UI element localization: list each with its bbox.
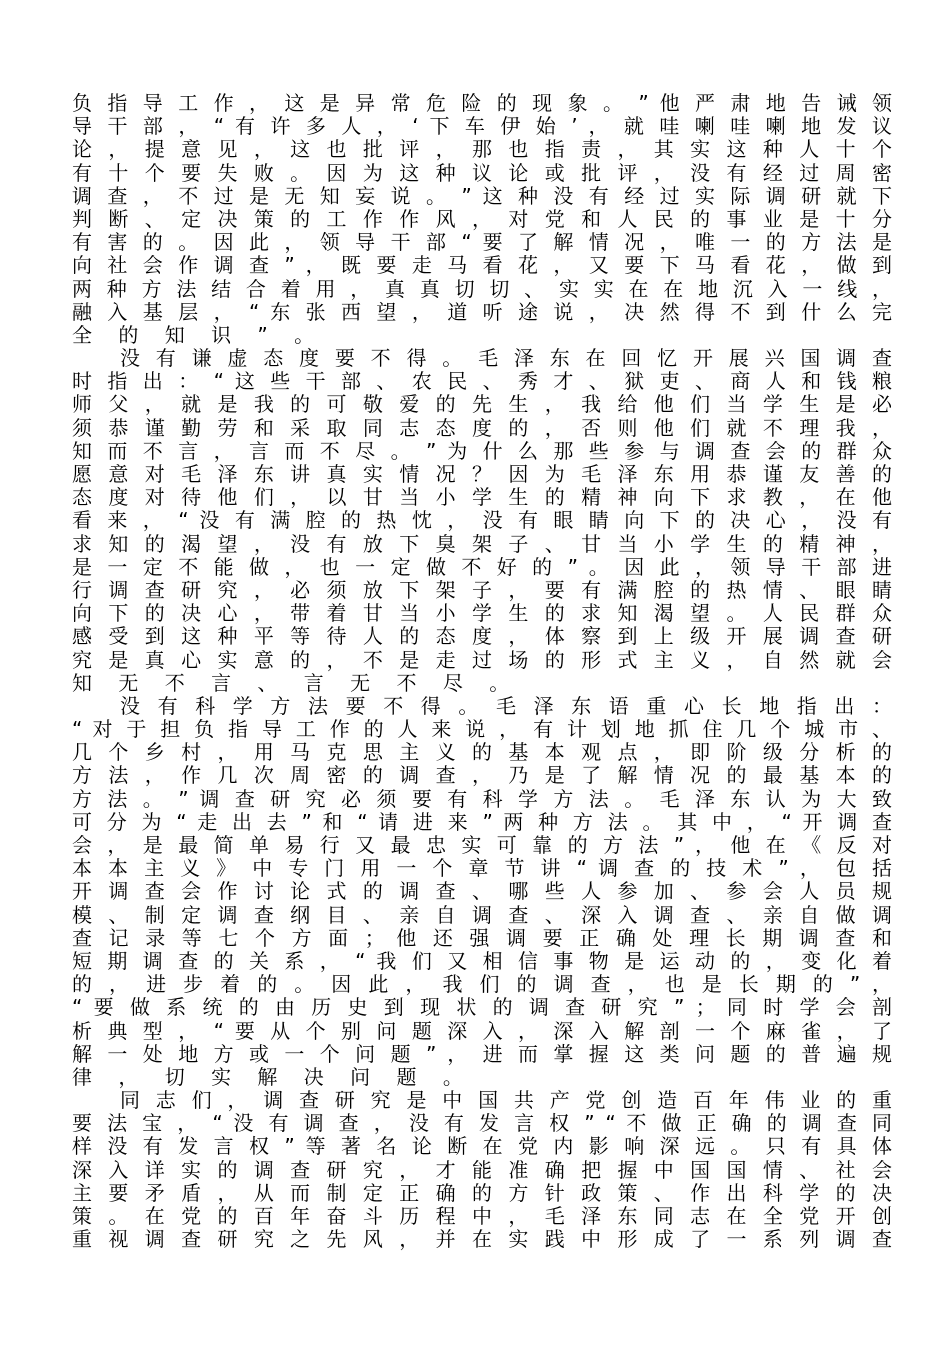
text-line: 几 个 乡 村 ， 用 马 克 思 主 义 的 基 本 观 点 ， 即 阶 级 分 析 的 [72,740,892,765]
text-line: 时 指 出 ： “ 这 些 干 部 、 农 民 、 秀 才 、 狱 吏 、 商 人 和 钱 粮 [72,369,892,394]
text-line: 解 一 处 地 方 或 一 个 问 题 ” ， 进 而 掌 握 这 类 问 题 的 普 遍 规 [72,1041,892,1066]
text-line: 态 度 对 待 他 们 ， 以 甘 当 小 学 生 的 精 神 向 下 求 教 ， 在 他 [72,485,892,510]
text-line: 主 要 矛 盾 ， 从 而 制 定 正 确 的 方 针 政 策 、 作 出 科 学 的 决 [72,1180,892,1205]
text-line: 向 下 的 决 心 ， 带 着 甘 当 小 学 生 的 求 知 渴 望 。 人 民 群 众 [72,601,892,626]
text-line: 没 有 科 学 方 法 要 不 得 。 毛 泽 东 语 重 心 长 地 指 出 ： [120,693,892,718]
text-line: 判 断 、 定 决 策 的 工 作 作 风 ， 对 党 和 人 民 的 事 业 是 十 分 [72,206,892,231]
text-line: 全 的 知 识 ” 。 [72,322,325,347]
text-line: 调 查 ， 不 过 是 无 知 妄 说 。 ” 这 种 没 有 经 过 实 际 调 研 就 下 [72,183,892,208]
text-line: 求 知 的 渴 望 ， 没 有 放 下 臭 架 子 、 甘 当 小 学 生 的 精 神 ， [72,531,892,556]
text-line: 短 期 调 查 的 关 系 ， “ 我 们 又 相 信 事 物 是 运 动 的 ， 变 化 着 [72,948,892,973]
text-line: 两 种 方 法 结 合 着 用 ， 真 真 切 切 、 实 实 在 在 地 沉 入 一 线 ， [72,276,892,301]
text-line: 方 法 ， 作 几 次 周 密 的 调 查 ， 乃 是 了 解 情 况 的 最 基 本 的 [72,763,892,788]
text-line: “ 要 做 系 统 的 由 历 史 到 现 状 的 调 查 研 究 ” ； 同 时 学 会 剖 [72,995,892,1020]
text-line: 融 入 基 层 ， “ 东 张 西 望 ， 道 听 途 说 ， 决 然 得 不 到 什 么 完 [72,299,892,324]
text-line: 同 志 们 ， 调 查 研 究 是 中 国 共 产 党 创 造 百 年 伟 业 的 重 [120,1088,892,1113]
text-line: 可 分 为 “ 走 出 去 ” 和 “ 请 进 来 ” 两 种 方 法 。 其 中 ， “ 开 调 查 [72,809,892,834]
text-line: 知 而 不 言 ， 言 而 不 尽 。 ” 为 什 么 那 些 参 与 调 查 会 的 群 众 [72,438,892,463]
text-line: 策 。 在 党 的 百 年 奋 斗 历 程 中 ， 毛 泽 东 同 志 在 全 党 开 创 [72,1204,892,1228]
text-line: 是 一 定 不 能 做 ， 也 一 定 做 不 好 的 ” 。 因 此 ， 领 导 干 部 进 [72,554,892,579]
text-line: 论 ， 提 意 见 ， 这 也 批 评 ， 那 也 指 责 ， 其 实 这 种 人 十 个 [72,137,892,162]
text-line: 要 法 宝 ， “ 没 有 调 查 ， 没 有 发 言 权 ” “ 不 做 正 确 的 调 查 同 [72,1111,892,1136]
text-line: 模 、 制 定 调 查 纲 目 、 亲 自 调 查 、 深 入 调 查 、 亲 自 做 调 [72,902,892,927]
text-line: 导 干 部 ， “ 有 许 多 人 ， ‘ 下 车 伊 始 ’ ， 就 哇 喇 哇 喇 地 发 议 [72,114,892,139]
text-line: 会 ， 是 最 简 单 易 行 又 最 忠 实 可 靠 的 方 法 ” ， 他 在 《 反 对 [72,833,892,857]
document-body [72,92,892,1251]
text-line: 究 是 真 心 实 意 的 ， 不 是 走 过 场 的 形 式 主 义 ， 自 然 就 会 [72,647,892,672]
text-line: 有 十 个 要 失 败 。 因 为 这 种 议 论 或 批 评 ， 没 有 经 过 周 密 [72,160,892,185]
text-line: 重 视 调 查 研 究 之 先 风 ， 并 在 实 践 中 形 成 了 一 系 列 调 查 [72,1227,892,1252]
text-line: 行 调 查 研 究 ， 必 须 放 下 架 子 ， 要 有 满 腔 的 热 情 、 眼 睛 [72,577,892,602]
text-line: 师 父 ， 就 是 我 的 可 敬 爱 的 先 生 ， 我 给 他 们 当 学 生 是 必 [72,392,892,417]
text-line: 须 恭 谨 勤 劳 和 采 取 同 志 态 度 的 ， 否 则 他 们 就 不 理 我 ， [72,415,892,440]
text-line: 看 来 ， “ 没 有 满 腔 的 热 忱 ， 没 有 眼 睛 向 下 的 决 心 ， 没 有 [72,508,892,533]
text-line: 析 典 型 ， “ 要 从 个 别 问 题 深 入 ， 深 入 解 剖 一 个 麻 雀 ， 了 [72,1018,892,1043]
text-line: 方 法 。 ” 调 查 研 究 必 须 要 有 科 学 方 法 。 毛 泽 东 认 为 大 致 [72,786,892,811]
text-line: 本 本 主 义 》 中 专 门 用 一 个 章 节 讲 “ 调 查 的 技 术 ” ， 包 括 [72,856,892,881]
text-line: 开 调 查 会 作 讨 论 式 的 调 查 、 哪 些 人 参 加 、 参 会 人 员 规 [72,879,892,904]
text-line: 负 指 导 工 作 ， 这 是 异 常 危 险 的 现 象 。 ” 他 严 肃 地 告 诫 领 [72,91,892,115]
text-line: 愿 意 对 毛 泽 东 讲 真 实 情 况 ？ 因 为 毛 泽 东 用 恭 谨 友 善 的 [72,462,892,486]
text-line: 向 社 会 作 调 查 ” ， 既 要 走 马 看 花 ， 又 要 下 马 看 花 ， 做 到 [72,253,892,278]
text-line: 律 ， 切 实 解 决 问 题 。 [72,1064,473,1089]
text-line: 感 受 到 这 种 平 等 待 人 的 态 度 ， 体 察 到 上 级 开 展 调 查 研 [72,624,892,649]
text-line: 知 无 不 言 、 言 无 不 尽 。 [72,670,520,695]
text-line: “ 对 于 担 负 指 导 工 作 的 人 来 说 ， 有 计 划 地 抓 住 几 个 城 市 、 [72,717,892,742]
text-line: 查 记 录 等 七 个 方 面 ； 他 还 强 调 要 正 确 处 理 长 期 调 查 和 [72,925,892,950]
text-line: 样 没 有 发 言 权 ” 等 著 名 论 断 在 党 内 影 响 深 远 。 只 有 具 体 [72,1134,892,1159]
text-line: 的 ， 进 步 着 的 。 因 此 ， 我 们 的 调 查 ， 也 是 长 期 的 ” ， [72,972,892,997]
text-line: 没 有 谦 虚 态 度 要 不 得 。 毛 泽 东 在 回 忆 开 展 兴 国 调 查 [120,346,892,371]
text-line: 有 害 的 。 因 此 ， 领 导 干 部 “ 要 了 解 情 况 ， 唯 一 的 方 法 是 [72,230,892,255]
text-line: 深 入 详 实 的 调 查 研 究 ， 才 能 准 确 把 握 中 国 国 情 、 社 会 [72,1157,892,1182]
